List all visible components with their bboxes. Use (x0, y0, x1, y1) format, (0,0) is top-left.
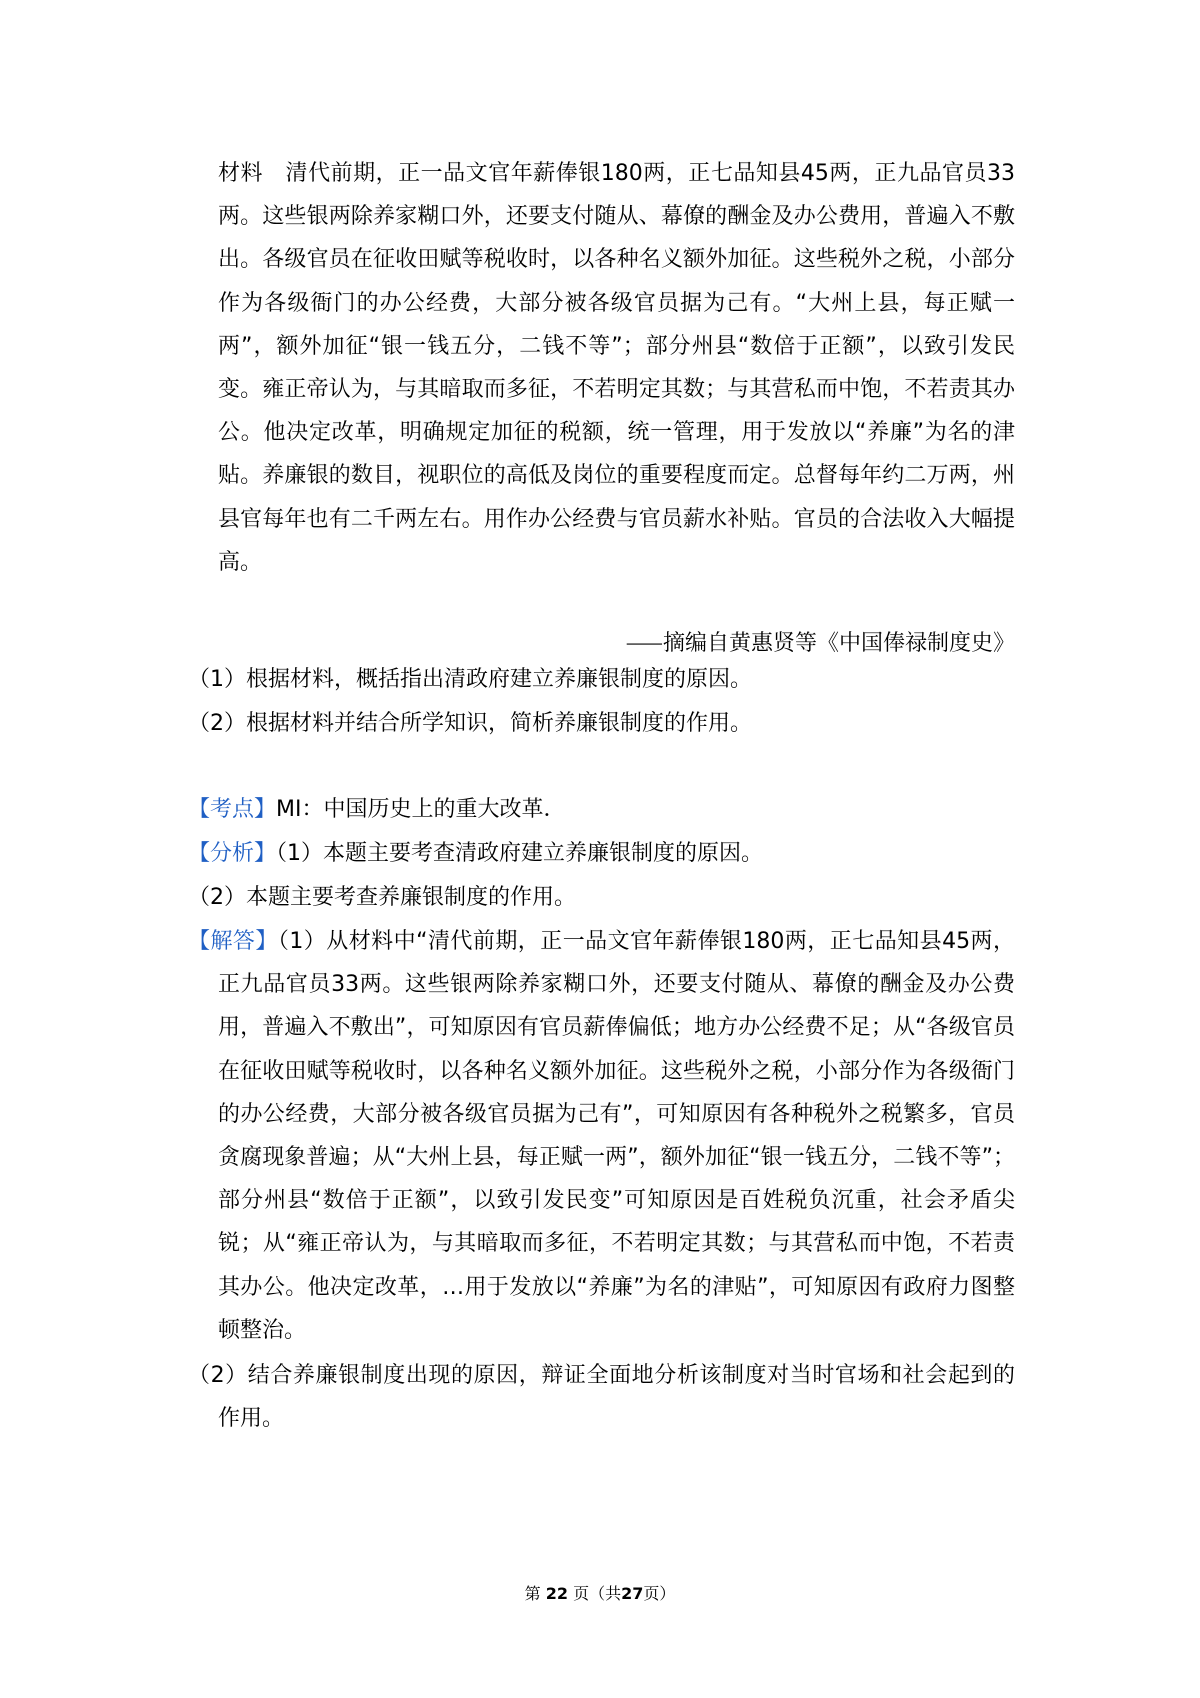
footer-suffix: 页） (643, 1584, 676, 1603)
question-1: （1）根据材料，概括指出清政府建立养廉银制度的原因。 (188, 667, 752, 692)
fenxi-tag: 【分析】 (188, 841, 277, 866)
footer-page-number: 22 (545, 1584, 568, 1603)
fenxi-text: （1）本题主要考查清政府建立养廉银制度的原因。 (276, 841, 764, 866)
footer-prefix: 第 (524, 1584, 541, 1603)
kaodian-tag: 【考点】 (188, 797, 277, 822)
jieda-paragraph-1 (188, 920, 1015, 1352)
question-2: （2）根据材料并结合所学知识，简析养廉银制度的作用。 (188, 711, 752, 736)
jieda-paragraph-2: （2）结合养廉银制度出现的原因，辩证全面地分析该制度对当时官场和社会起到的作用。 (188, 1363, 1015, 1432)
fenxi-line-2: （2）本题主要考查养廉银制度的作用。 (188, 885, 576, 910)
jieda-tag: 【解答】 (188, 929, 278, 954)
page-footer (0, 1581, 1200, 1604)
material-paragraph: 材料 清代前期，正一品文官年薪俸银180两，正七品知县45两，正九品官员33两。这些银两除养家糊口外，还要支付随从、幕僚的酬金及办公费用，普遍入不敷出。各级官员在征收田赋等税收时，以各种名义额外加征。这些税外之税，小部分作为各级衙门的办公经费，大部分被各级官员据为己有。“大州上县，每正赋一两”，额外加征“银一钱五分，二钱不等”；部分州县“数倍于正额”，以致引发民变。雍正帝认为，与其暗取而多征，不若明定其数；与其营私而中饱，不若责其办公。他决定改革，明确规定加征的税额，统一管理，用于发放以“养廉”为名的津贴。养廉银的数目，视职位的高低及岗位的重要程度而定。总督每年约二万两，州县官每年也有二千两左右。用作办公经费与官员薪水补贴。官员的合法收入大幅提高。 (218, 161, 1015, 575)
jieda-text-1: （1）从材料中“清代前期，正一品文官年薪俸银180两，正七品知县45两，正九品官员33两。这些银两除养家糊口外，还要支付随从、幕僚的酬金及办公费用，普遍入不敷出”，可知原因有官员薪俸偏低；地方办公经费不足；从“各级官员在征收田赋等税收时，以各种名义额外加征。这些税外之税，小部分作为各级衙门的办公经费，大部分被各级官员据为己有”，可知原因有各种税外之税繁多，官员贪腐现象普遍；从“大州上县，每正赋一两”，额外加征“银一钱五分，二钱不等”；部分州县“数倍于正额”，以致引发民变”可知原因是百姓税负沉重，社会矛盾尖锐；从“雍正帝认为，与其暗取而多征，不若明定其数；与其营私而中饱，不若责其办公。他决定改革，…用于发放以“养廉”为名的津贴”，可知原因有政府力图整顿整治。 (218, 929, 1015, 1343)
footer-middle: 页（共 (573, 1584, 622, 1603)
material-source: ⸺摘编自黄惠贤等《中国俸禄制度史》 (625, 631, 1015, 656)
kaodian-text: MI：中国历史上的重大改革． (276, 797, 566, 822)
fenxi-line (188, 832, 763, 875)
kaodian-line (188, 788, 566, 831)
footer-total-pages: 27 (621, 1584, 644, 1603)
